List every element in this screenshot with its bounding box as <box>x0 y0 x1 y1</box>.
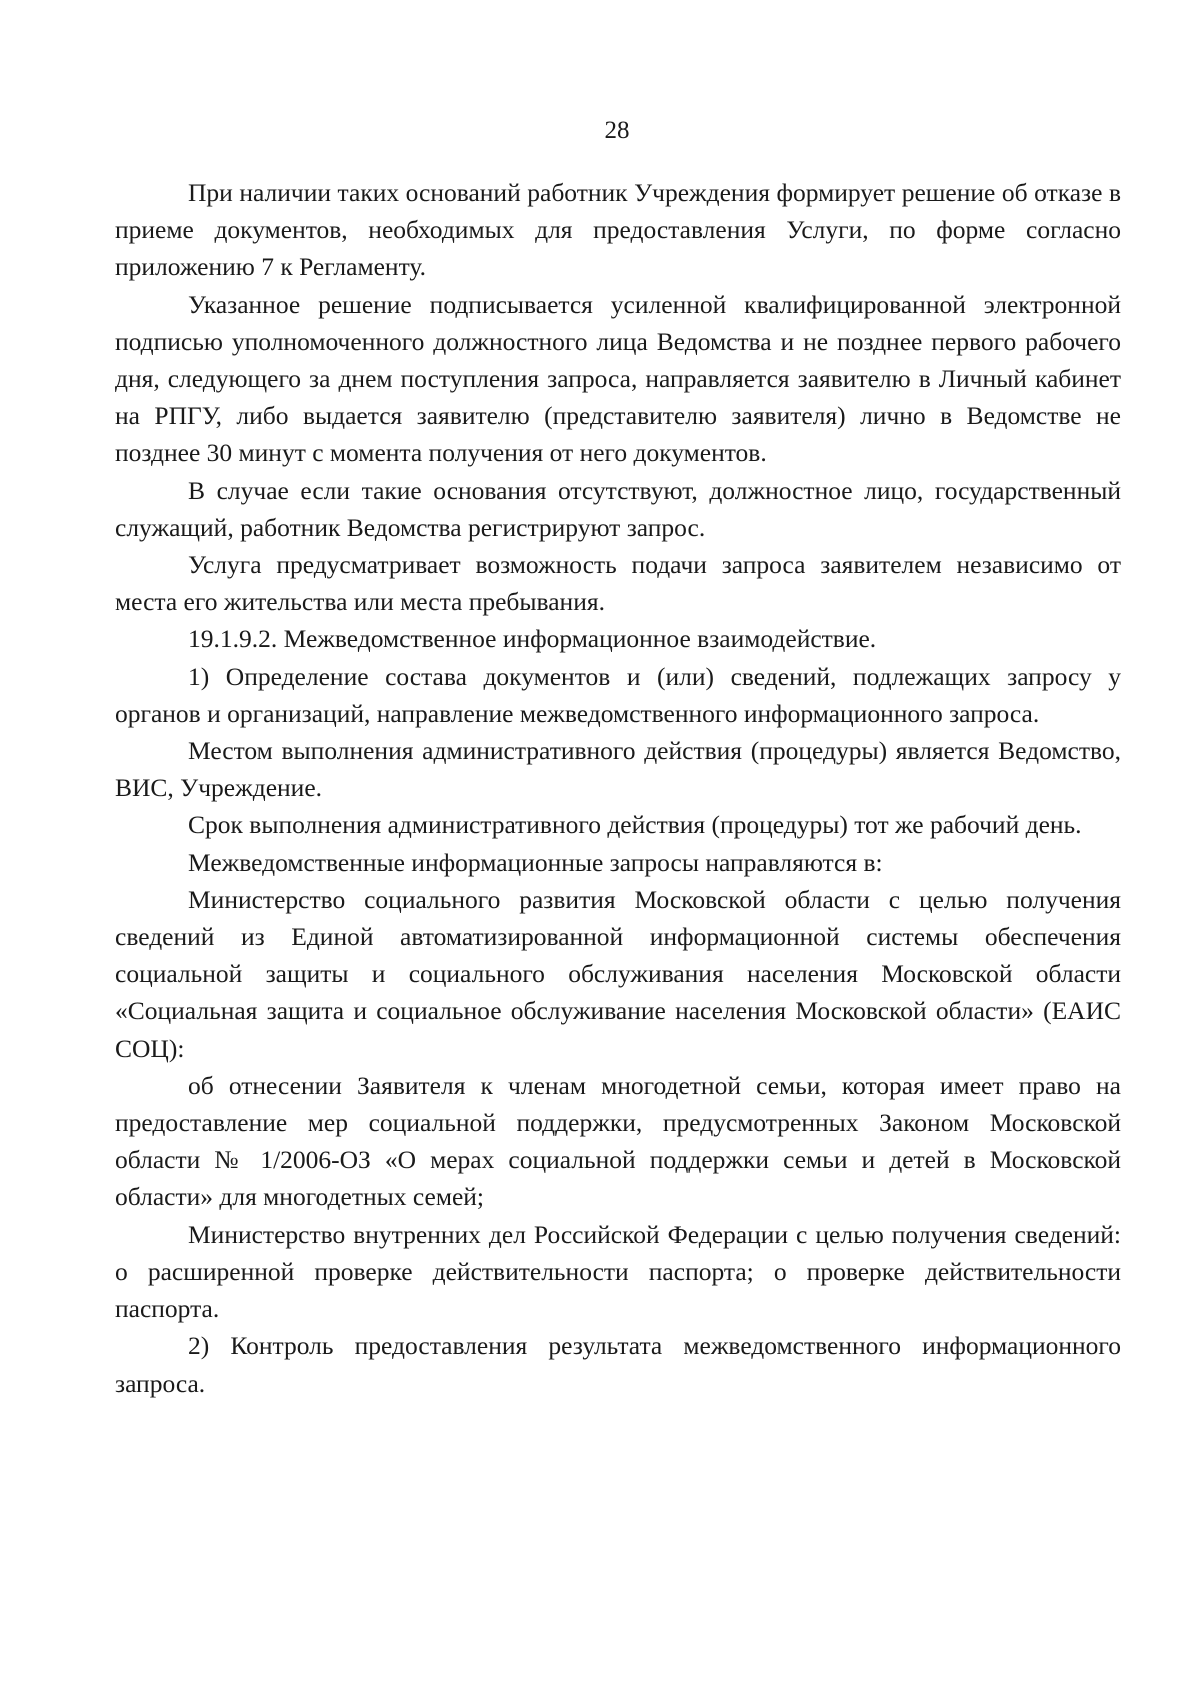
paragraph: Министерство внутренних дел Российской Федерации с целью получения сведений: о расширенной проверке действительности паспорта; о проверке действительности паспорта. <box>115 1219 1121 1324</box>
paragraph: Межведомственные информационные запросы направляются в: <box>188 847 883 877</box>
paragraph: Срок выполнения административного действия (процедуры) тот же рабочий день. <box>188 810 1082 840</box>
document-body <box>115 174 1121 1402</box>
paragraph: 19.1.9.2. Межведомственное информационное взаимодействие. <box>188 624 877 654</box>
paragraph: При наличии таких оснований работник Учреждения формирует решение об отказе в приеме документов, необходимых для предоставления Услуги, по форме согласно приложению 7 к Регламенту. <box>115 178 1121 282</box>
paragraph: Местом выполнения административного действия (процедуры) является Ведомство, ВИС, Учреждение. <box>115 736 1121 803</box>
page-number: 28 <box>604 117 630 144</box>
paragraph: Услуга предусматривает возможность подачи запроса заявителем независимо от места его жительства или места пребывания. <box>115 550 1121 617</box>
paragraph: 2) Контроль предоставления результата межведомственного информационного запроса. <box>115 1331 1121 1398</box>
paragraph: Указанное решение подписывается усиленной квалифицированной электронной подписью уполномоченного должностного лица Ведомства и не позднее первого рабочего дня, следующего за днем поступления запроса, направляется заявителю в Личный кабинет на РПГУ, либо выдается заявителю (представителю заявителя) лично в Ведомстве не позднее 30 минут с момента получения от него документов. <box>115 289 1121 468</box>
paragraph: Министерство социального развития Московской области с целью получения сведений из Единой автоматизированной информационной системы обеспечения социальной защиты и социального обслуживания населения Московской области «Социальная защита и социальное обслуживание населения Московской области» (ЕАИС СОЦ): <box>115 884 1121 1063</box>
paragraph: об отнесении Заявителя к членам многодетной семьи, которая имеет право на предоставление мер социальной поддержки, предусмотренных Законом Московской области № 1/2006-ОЗ «О мерах социальной поддержки семьи и детей в Московской области» для многодетных семей; <box>115 1070 1121 1212</box>
paragraph: В случае если такие основания отсутствуют, должностное лицо, государственный служащий, работник Ведомства регистрируют запрос. <box>115 475 1121 542</box>
paragraph: 1) Определение состава документов и (или) сведений, подлежащих запросу у органов и организаций, направление межведомственного информационного запроса. <box>115 661 1121 728</box>
